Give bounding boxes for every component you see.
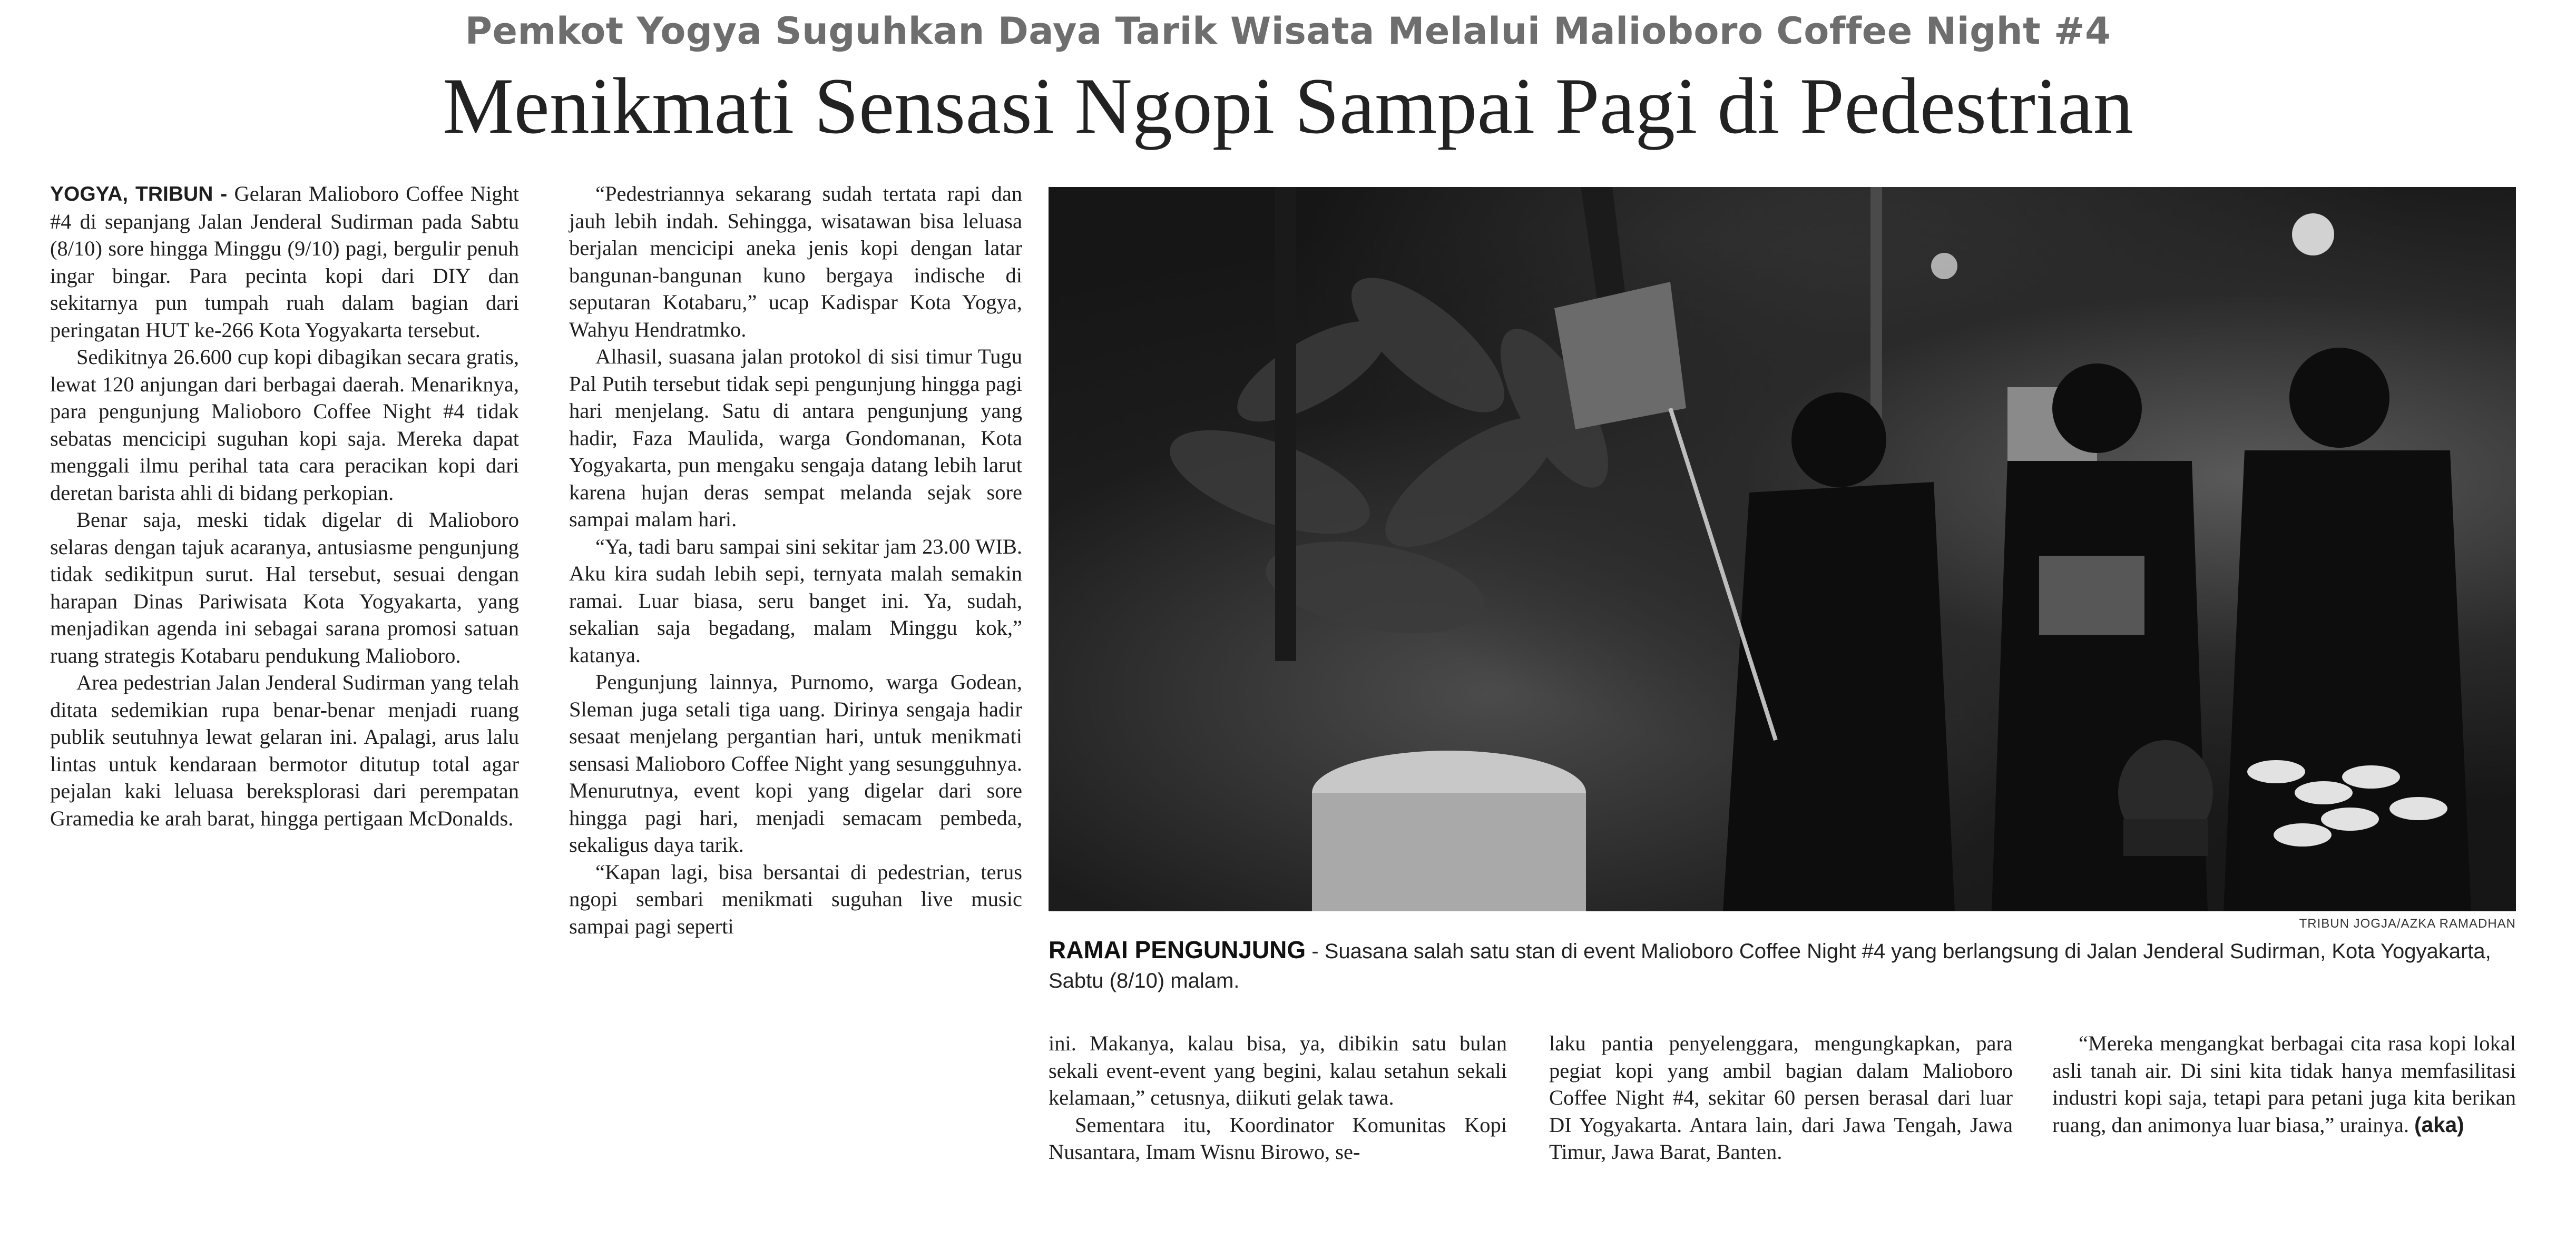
paragraph-text: “Mereka mengangkat berbagai cita rasa kopi lokal asli tanah air. Di sini kita tidak hanya memfasilitasi industri kopi saja, tetapi para petani juga kita berikan ruang, dan animonya luar biasa,” urainya. xyxy=(2052,1031,2516,1137)
paragraph xyxy=(50,180,519,343)
article-column-1 xyxy=(50,180,519,832)
article-column-4 xyxy=(1549,1030,2013,1166)
paragraph: Alhasil, suasana jalan protokol di sisi timur Tugu Pal Putih tersebut tidak sepi pengunjung hingga pagi hari menjelang. Satu di antara pengunjung yang hadir, Faza Maulida, warga Gondomanan, Kota Yogyakarta, pun mengaku sengaja datang lebih larut karena hujan deras sempat melanda sejak sore sampai malam hari. xyxy=(569,345,1022,531)
paragraph: “Pedestriannya sekarang sudah tertata rapi dan jauh lebih indah. Sehingga, wisatawan bisa leluasa berjalan mencicipi aneka jenis kopi dengan latar bangunan-bangunan kuno bergaya indische di seputaran Kotabaru,” ucap Kadispar Kota Yogya, Wahyu Hendratmko. xyxy=(569,182,1022,341)
photo-caption xyxy=(1049,935,2516,996)
news-photo xyxy=(1049,187,2516,911)
caption-lead: RAMAI PENGUNJUNG xyxy=(1049,936,1306,963)
main-headline: Menikmati Sensasi Ngopi Sampai Pagi di Pedestrian xyxy=(443,62,2133,150)
paragraph: “Ya, tadi baru sampai sini sekitar jam 23.00 WIB. Aku kira sudah lebih sepi, ternyata malah semakin ramai. Luar biasa, seru banget ini. Ya, sudah, sekalian saja begadang, malam Minggu kok,” katanya. xyxy=(569,534,1022,667)
kicker-headline: Pemkot Yogya Suguhkan Daya Tarik Wisata Melalui Malioboro Coffee Night #4 xyxy=(465,9,2111,53)
article-column-5 xyxy=(2052,1030,2516,1138)
paragraph: laku pantia penyelenggara, mengungkapkan, para pegiat kopi yang ambil bagian dalam Malioboro Coffee Night #4, sekitar 60 persen berasal dari luar DI Yogyakarta. Antara lain, dari Jawa Tengah, Jawa Timur, Jawa Barat, Banten. xyxy=(1549,1031,2013,1164)
author-signature: (aka) xyxy=(2414,1112,2464,1137)
caption-text: - Suasana salah satu stan di event Malioboro Coffee Night #4 yang berlangsung di Jalan Jenderal Sudirman, Kota Yogyakarta, Sabtu (8/10) malam. xyxy=(1049,940,2491,992)
article-column-3 xyxy=(1049,1030,1507,1166)
dateline: YOGYA, TRIBUN - xyxy=(50,183,228,205)
paragraph: Sementara itu, Koordinator Komunitas Kopi Nusantara, Imam Wisnu Birowo, se- xyxy=(1049,1113,1507,1164)
photo-illustration xyxy=(1049,187,2516,911)
paragraph-text: Gelaran Malioboro Coffee Night #4 di sepanjang Jalan Jenderal Sudirman pada Sabtu (8/10) sore hingga Minggu (9/10) pagi, bergulir penuh ingar bingar. Para pecinta kopi dari DIY dan sekitarnya pun tumpah ruah dalam bagian dari peringatan HUT ke-266 Kota Yogyakarta tersebut. xyxy=(50,182,519,342)
paragraph: Sedikitnya 26.600 cup kopi dibagikan secara gratis, lewat 120 anjungan dari berbagai daerah. Menariknya, para pengunjung Malioboro Coffee Night #4 tidak sebatas mencicipi suguhan kopi saja. Mereka dapat menggali ilmu perihal tata cara peracikan kopi dari deretan barista ahli di bidang perkopian. xyxy=(50,345,519,505)
paragraph xyxy=(2052,1030,2516,1138)
paragraph: ini. Makanya, kalau bisa, ya, dibikin satu bulan sekali event-event yang begini, kalau setahun sekali kelamaan,” cetusnya, diikuti gelak tawa. xyxy=(1049,1031,1507,1109)
article-column-2 xyxy=(569,180,1022,940)
paragraph: “Kapan lagi, bisa bersantai di pedestrian, terus ngopi sembari menikmati suguhan live music sampai pagi seperti xyxy=(569,860,1022,938)
photo-credit: TRIBUN JOGJA/AZKA RAMADHAN xyxy=(2299,917,2516,931)
paragraph: Benar saja, meski tidak digelar di Malioboro selaras dengan tajuk acaranya, antusiasme pengunjung tidak sedikitpun surut. Hal tersebut, sesuai dengan harapan Dinas Pariwisata Kota Yogyakarta, yang menjadikan agenda ini sebagai sarana promosi satuan ruang strategis Kotabaru pendukung Malioboro. xyxy=(50,508,519,667)
paragraph: Area pedestrian Jalan Jenderal Sudirman yang telah ditata sedemikian rupa benar-benar menjadi ruang publik seutuhnya lewat gelaran ini. Apalagi, arus lalu lintas untuk kendaraan bermotor ditutup total agar pejalan kaki leluasa bereksplorasi dari perempatan Gramedia ke arah barat, hingga pertigaan McDonalds. xyxy=(50,671,519,830)
paragraph: Pengunjung lainnya, Purnomo, warga Godean, Sleman juga setali tiga uang. Dirinya sengaja hadir sesaat menjelang pergantian hari, untuk menikmati sensasi Malioboro Coffee Night yang sesungguhnya. Menurutnya, event kopi yang digelar dari sore hingga pagi hari, menjadi semacam pembeda, sekaligus daya tarik. xyxy=(569,670,1022,857)
